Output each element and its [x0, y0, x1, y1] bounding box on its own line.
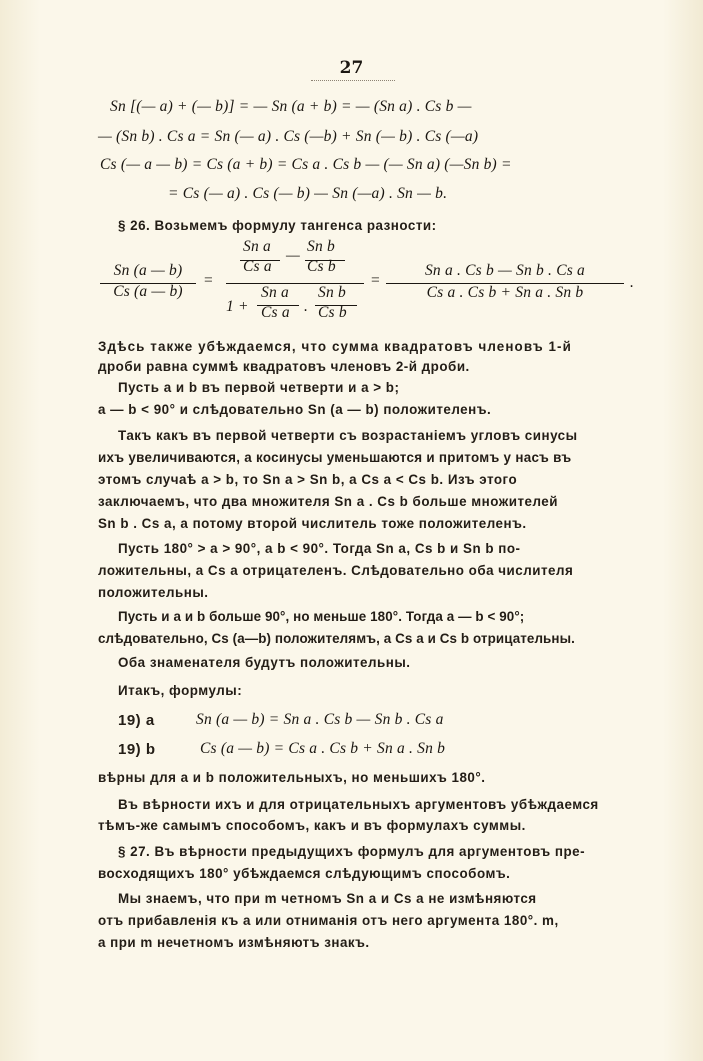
- page-number: 27: [339, 58, 364, 78]
- tan-end-period: .: [630, 274, 635, 291]
- paragraph-4-line-1: Пусть и a и b больше 90°, но меньше 180°. Тогда a — b < 90°;: [118, 609, 525, 624]
- tan-rhs-denominator: Cs a . Cs b + Sn a . Sn b: [426, 284, 584, 301]
- paragraph-1-line-1: Здѣсь также убѣждаемся, что сумма квадратовъ членовъ 1-й: [98, 339, 572, 354]
- paragraph-9-line-2: отъ прибавленія къ a или отниманія отъ него аргумента 180°. m,: [98, 913, 559, 928]
- paragraph-2-line-3: этомъ случаѣ a > b, то Sn a > Sn b, а Cs a < Cs b. Изъ этого: [98, 472, 518, 487]
- formula-19b: Cs (a — b) = Cs a . Cs b + Sn a . Sn b: [200, 740, 446, 757]
- formula-line-2: — (Sn b) . Cs a = Sn (— a) . Cs (—b) + Sn (— b) . Cs (—a): [98, 128, 479, 145]
- paragraph-9-line-3: а при m нечетномъ измѣняютъ знакъ.: [98, 935, 370, 950]
- paragraph-2-line-1: Такъ какъ въ первой четверти съ возрастаніемъ угловъ синусы: [118, 428, 578, 443]
- paragraph-3-line-3: положительны.: [98, 585, 209, 600]
- paragraph-3-line-1: Пусть 180° > a > 90°, а b < 90°. Тогда Sn a, Cs b и Sn b по-: [118, 541, 521, 556]
- tan-den-sin-a: Sn a: [261, 284, 289, 301]
- tan-rhs-numerator: Sn a . Cs b — Sn b . Cs a: [424, 262, 586, 279]
- paragraph-3-line-2: ложительны, а Cs a отрицателенъ. Слѣдовательно оба числителя: [98, 563, 574, 578]
- paragraph-2-line-4: заключаемъ, что два множителя Sn a . Cs b больше множителей: [98, 494, 558, 509]
- tan-den-one-plus: 1 +: [226, 298, 249, 315]
- tan-den-sin-b: Sn b: [318, 284, 346, 301]
- tan-equals-2: =: [370, 272, 381, 289]
- tan-lhs-denominator: Cs (a — b): [113, 283, 183, 300]
- section-26-intro: § 26. Возьмемъ формулу тангенса разности:: [118, 218, 437, 233]
- section-27-line-2: восходящихъ 180° убѣждаемся слѣдующимъ способомъ.: [98, 866, 511, 881]
- paragraph-5: Оба знаменателя будутъ положительны.: [118, 655, 411, 670]
- formula-line-1: Sn [(— a) + (— b)] = — Sn (a + b) = — (Sn a) . Cs b —: [110, 98, 472, 115]
- tan-num-sin-a: Sn a: [243, 238, 271, 255]
- tan-num-sin-b: Sn b: [307, 238, 335, 255]
- paragraph-4-line-2: слѣдовательно, Cs (a—b) положителямъ, а Cs a и Cs b отрицательны.: [98, 631, 575, 646]
- formula-line-3: Cs (— a — b) = Cs (a + b) = Cs a . Cs b — (— Sn a) (—Sn b) =: [100, 156, 512, 173]
- paragraph-1-line-2: дроби равна суммѣ квадратовъ членовъ 2-й дроби.: [98, 359, 470, 374]
- tan-den-cos-b: Cs b: [318, 304, 347, 321]
- section-27-line-1: § 27. Въ вѣрности предыдущихъ формулъ для аргументовъ пре-: [118, 844, 586, 859]
- formula-19a-label: 19) a: [118, 712, 155, 729]
- case-1-line-2: a — b < 90° и слѣдовательно Sn (a — b) положителенъ.: [98, 402, 492, 417]
- tan-den-cos-a: Cs a: [261, 304, 290, 321]
- paragraph-8-line-1: Въ вѣрности ихъ и для отрицательныхъ аргументовъ убѣждаемся: [118, 797, 599, 812]
- paragraph-8-line-2: тѣмъ-же самымъ способомъ, какъ и въ формулахъ суммы.: [98, 818, 526, 833]
- formula-19a: Sn (a — b) = Sn a . Cs b — Sn b . Cs a: [196, 711, 444, 728]
- paragraph-2-line-5: Sn b . Cs a, а потому второй числитель тоже положителенъ.: [98, 516, 527, 531]
- paragraph-9-line-1: Мы знаемъ, что при m четномъ Sn a и Cs a не измѣняются: [118, 891, 537, 906]
- page-number-rule: [311, 80, 395, 81]
- formula-line-4: = Cs (— a) . Cs (— b) — Sn (—a) . Sn — b.: [168, 185, 448, 202]
- tan-lhs-numerator: Sn (a — b): [113, 262, 183, 279]
- formula-19b-label: 19) b: [118, 741, 156, 758]
- paragraph-2-line-2: ихъ увеличиваются, а косинусы уменьшаются и притомъ у насъ въ: [98, 450, 572, 465]
- paragraph-6: Итакъ, формулы:: [118, 683, 243, 698]
- paragraph-7: вѣрны для a и b положительныхъ, но меньшихъ 180°.: [98, 770, 486, 785]
- tan-num-cos-b: Cs b: [307, 258, 336, 275]
- tan-num-cos-a: Cs a: [243, 258, 272, 275]
- case-1-line-1: Пусть a и b въ первой четверти и a > b;: [118, 380, 400, 395]
- tan-equals-1: =: [203, 272, 214, 289]
- tan-den-dot: .: [304, 298, 309, 315]
- tan-num-minus: —: [286, 247, 300, 264]
